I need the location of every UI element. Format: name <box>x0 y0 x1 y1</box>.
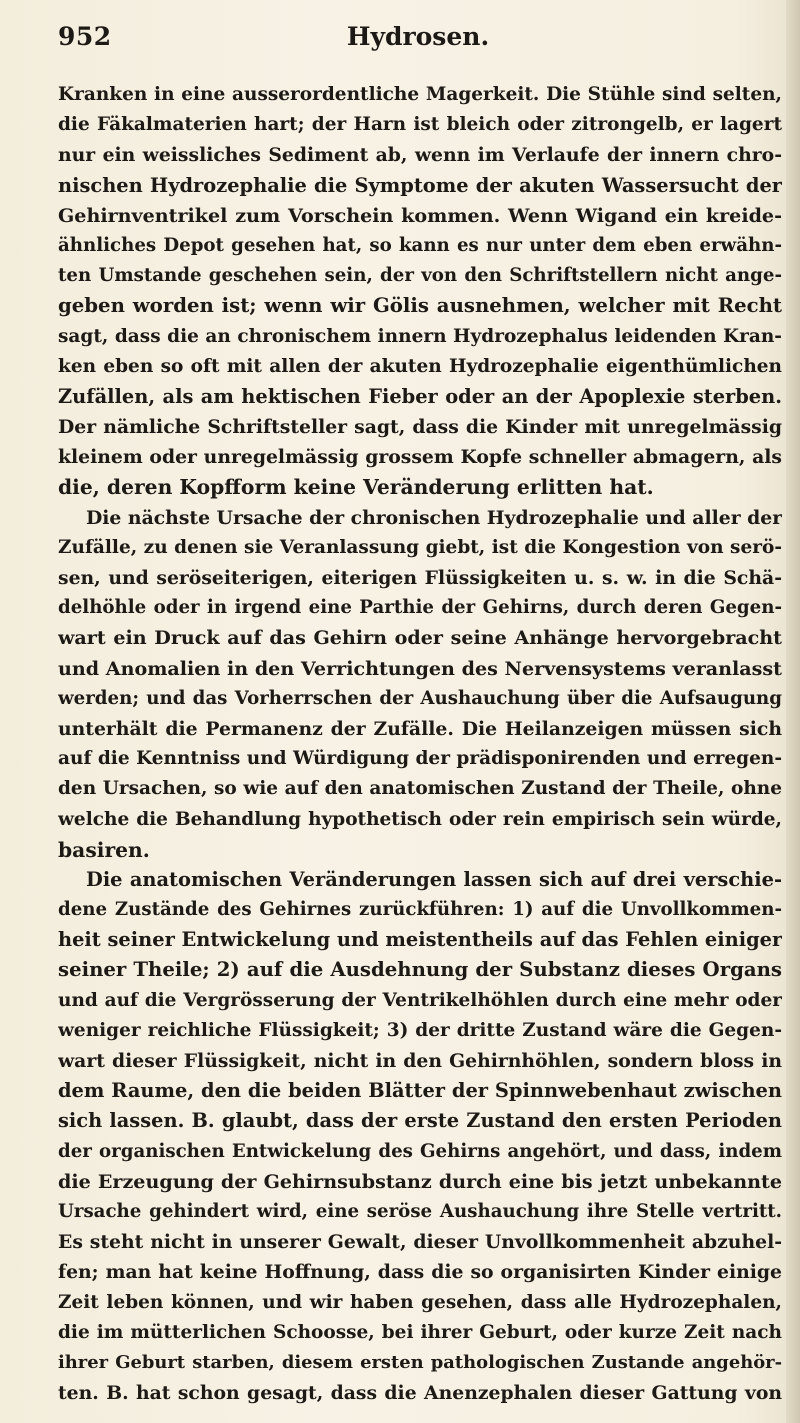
text-line: werden; und das Vorherrschen der Aushauchung über die Aufsaugung <box>58 687 782 709</box>
text-line: den Ursachen, so wie auf den anatomischen Zustand der Theile, ohne <box>58 778 782 800</box>
text-line: die Fäkalmaterien hart; der Harn ist bleich oder zitrongelb, er lagert <box>58 114 782 136</box>
running-title: Hydrosen. <box>346 22 490 51</box>
text-line: sich lassen. B. glaubt, dass der erste Zustand den ersten Perioden <box>58 1109 782 1133</box>
body-text <box>58 80 782 1408</box>
text-line: Gehirnventrikel zum Vorschein kommen. Wenn Wigand ein kreide- <box>58 203 782 227</box>
text-line: Ursache gehindert wird, eine seröse Aushauchung ihre Stelle vertritt. <box>58 1200 782 1222</box>
text-line: Zeit leben können, und wir haben gesehen, dass alle Hydrozephalen, <box>58 1291 782 1313</box>
text-line: Zufälle, zu denen sie Veranlassung giebt, ist die Kongestion von serö- <box>58 536 782 558</box>
text-line: Der nämliche Schriftsteller sagt, dass die Kinder mit unregelmässig <box>58 416 782 439</box>
text-line: dem Raume, den die beiden Blätter der Spinnwebenhaut zwischen <box>58 1079 782 1103</box>
text-line: die Erzeugung der Gehirnsubstanz durch eine bis jetzt unbekannte <box>58 1169 782 1193</box>
text-line: heit seiner Entwickelung und meistentheils auf das Fehlen einiger <box>58 928 782 952</box>
text-line: Es steht nicht in unserer Gewalt, dieser Unvollkommenheit abzuhel- <box>58 1231 782 1254</box>
text-line: weniger reichliche Flüssigkeit; 3) der dritte Zustand wäre die Gegen- <box>58 1019 782 1041</box>
text-line: delhöhle oder in irgend eine Parthie der Gehirns, durch deren Gegen- <box>58 597 782 619</box>
text-line: wart dieser Flüssigkeit, nicht in den Gehirnhöhlen, sondern bloss in <box>58 1050 782 1072</box>
text-line: auf die Kenntniss und Würdigung der prädisponirenden und erregen- <box>58 748 782 770</box>
text-line: ken eben so oft mit allen der akuten Hydrozephalie eigenthümlichen <box>58 355 782 377</box>
text-line: welche die Behandlung hypothetisch oder rein empirisch sein würde, <box>58 808 782 830</box>
page-header <box>58 22 778 62</box>
text-line: Kranken in eine ausserordentliche Magerkeit. Die Stühle sind selten, <box>58 84 782 105</box>
text-line: nischen Hydrozephalie die Symptome der akuten Wassersucht der <box>58 173 782 197</box>
text-line: die, deren Kopfform keine Veränderung erlitten hat. <box>58 475 654 500</box>
text-line: der organischen Entwickelung des Gehirns angehört, und dass, indem <box>58 1140 782 1162</box>
text-line: sen, und seröseiterigen, eiterigen Flüssigkeiten u. s. w. in die Schä- <box>58 567 782 589</box>
text-line: sagt, dass die an chronischem innern Hydrozephalus leidenden Kran- <box>58 325 782 347</box>
text-line: dene Zustände des Gehirnes zurückführen: 1) auf die Unvollkommen- <box>58 899 782 921</box>
text-line: Die anatomischen Veränderungen lassen sich auf drei verschie- <box>86 867 782 891</box>
text-line: basiren. <box>58 837 150 862</box>
text-line: die im mütterlichen Schoosse, bei ihrer Geburt, oder kurze Zeit nach <box>58 1321 782 1343</box>
text-line: ten Umstande geschehen sein, der von den Schriftstellern nicht ange- <box>58 265 782 287</box>
text-line: Die nächste Ursache der chronischen Hydrozephalie und aller der <box>86 506 782 529</box>
text-line: Zufällen, als am hektischen Fieber oder an der Apoplexie sterben. <box>58 384 782 408</box>
text-line: nur ein weissliches Sediment ab, wenn im Verlaufe der innern chro- <box>58 144 782 167</box>
text-line: und Anomalien in den Verrichtungen des Nervensystems veranlasst <box>58 656 782 680</box>
text-line: seiner Theile; 2) auf die Ausdehnung der Substanz dieses Organs <box>58 958 782 982</box>
text-line: ähnliches Depot gesehen hat, so kann es nur unter dem eben erwähn- <box>58 234 782 256</box>
text-line: ten. B. hat schon gesagt, dass die Anenzephalen dieser Gattung von <box>58 1382 782 1405</box>
text-line: unterhält die Permanenz der Zufälle. Die Heilanzeigen müssen sich <box>58 717 782 740</box>
text-line: wart ein Druck auf das Gehirn oder seine Anhänge hervorgebracht <box>58 626 782 650</box>
page-edge <box>786 0 800 1423</box>
text-line: ihrer Geburt starben, diesem ersten pathologischen Zustande angehör- <box>58 1351 782 1373</box>
text-line: geben worden ist; wenn wir Gölis ausnehmen, welcher mit Recht <box>58 294 782 318</box>
text-line: fen; man hat keine Hoffnung, dass die so organisirten Kinder einige <box>58 1261 782 1284</box>
text-line: kleinem oder unregelmässig grossem Kopfe schneller abmagern, als <box>58 446 782 469</box>
page-number: 952 <box>58 22 112 51</box>
text-line: und auf die Vergrösserung der Ventrikelhöhlen durch eine mehr oder <box>58 989 782 1011</box>
